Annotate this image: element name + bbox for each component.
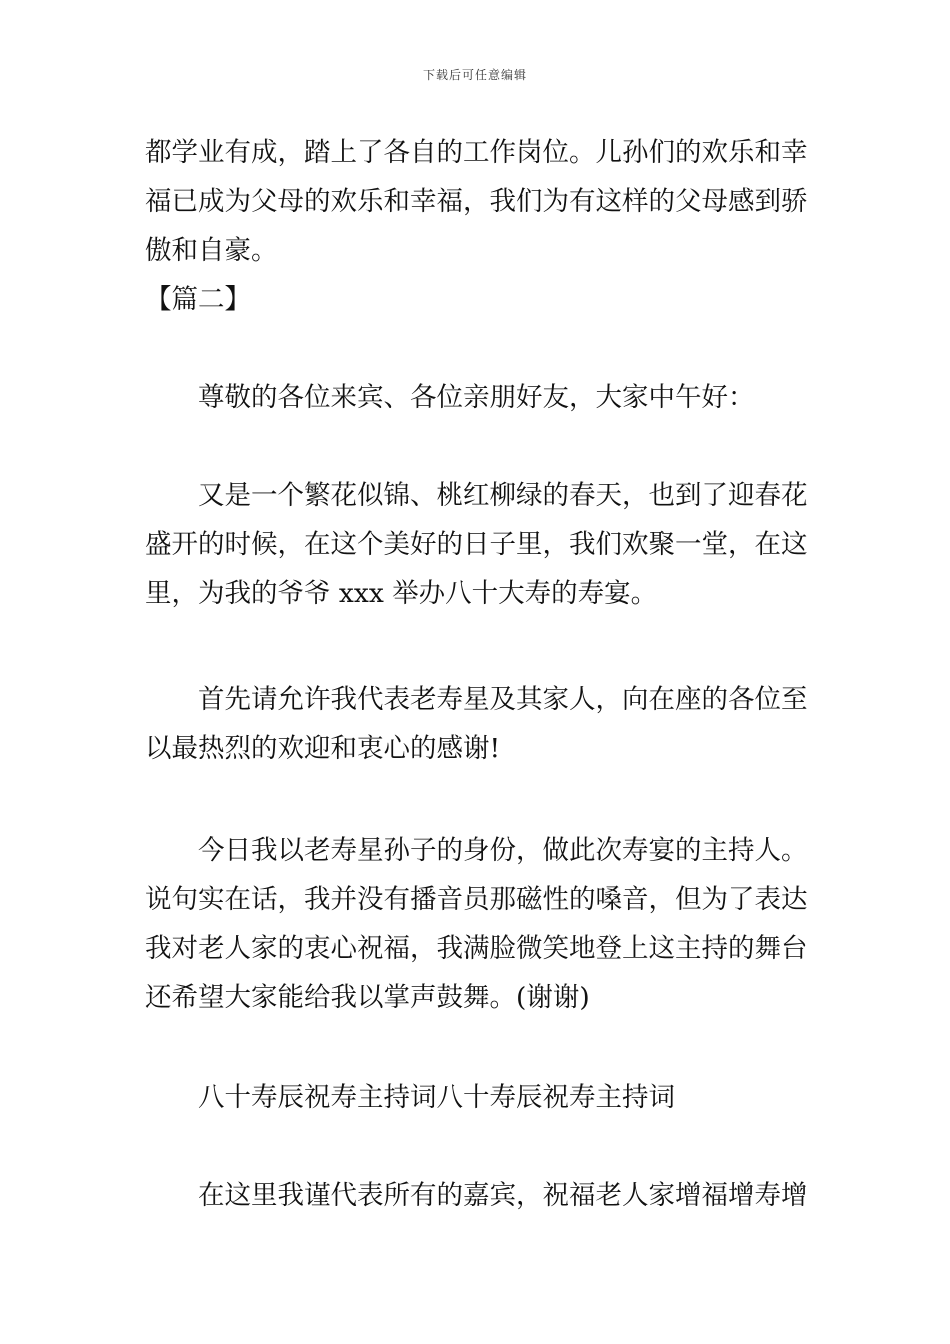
paragraph-spring — [145, 471, 810, 618]
paragraph-welcome — [145, 675, 810, 773]
paragraph-host-intro — [145, 826, 810, 1022]
paragraph-blessing — [145, 1171, 810, 1220]
text-line: 盛开的时候，在这个美好的日子里，我们欢聚一堂，在这 — [145, 529, 808, 560]
text-line: 福已成为父母的欢乐和幸福，我们为有这样的父母感到骄 — [145, 186, 808, 217]
text-line: 里，为我的爷爷 xxx 举办八十大寿的寿宴。 — [145, 578, 658, 609]
paragraph-subtitle — [145, 1073, 810, 1122]
text-line: 尊敬的各位来宾、各位亲朋好友，大家中午好： — [198, 382, 755, 413]
text-line: 傲和自豪。 — [145, 235, 278, 266]
paragraph-family-pride — [145, 128, 810, 275]
text-line: 还希望大家能给我以掌声鼓舞。(谢谢) — [145, 982, 590, 1013]
text-line: 以最热烈的欢迎和衷心的感谢! — [145, 733, 501, 764]
text-line: 八十寿辰祝寿主持词八十寿辰祝寿主持词 — [198, 1082, 675, 1113]
text-line: 在这里我谨代表所有的嘉宾，祝福老人家增福增寿增 — [198, 1180, 808, 1211]
paragraph-greeting — [145, 373, 810, 422]
text-line: 今日我以老寿星孙子的身份，做此次寿宴的主持人。 — [198, 835, 808, 866]
text-line: 首先请允许我代表老寿星及其家人，向在座的各位至 — [198, 684, 808, 715]
section-heading — [145, 275, 810, 324]
text-line: 都学业有成，踏上了各自的工作岗位。儿孙们的欢乐和幸 — [145, 137, 808, 168]
text-line: 又是一个繁花似锦、桃红柳绿的春天，也到了迎春花 — [198, 480, 808, 511]
section-heading-text: 【篇二】 — [145, 284, 251, 315]
text-line: 我对老人家的衷心祝福，我满脸微笑地登上这主持的舞台 — [145, 933, 808, 964]
text-line: 说句实在话，我并没有播音员那磁性的嗓音，但为了表达 — [145, 884, 808, 915]
header-note: 下载后可任意编辑 — [422, 68, 527, 82]
